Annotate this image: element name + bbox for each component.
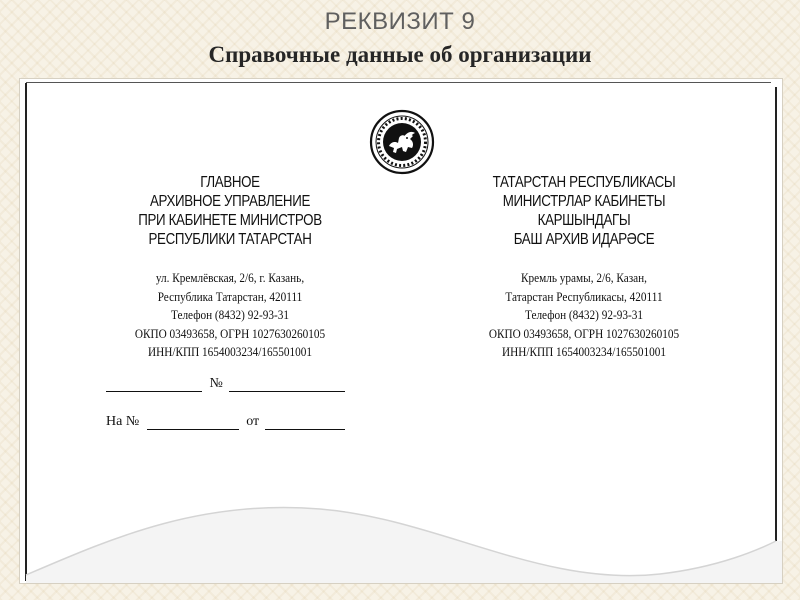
reference-date-blank (265, 413, 345, 430)
reference-from-label: от (246, 414, 260, 429)
number-blank (229, 375, 345, 392)
phone-line: Телефон (8432) 92-93-31 (525, 308, 643, 322)
number-sign: № (209, 376, 223, 391)
document-letterhead (19, 78, 783, 584)
okpo-ogrn-line: ОКПО 03493658, ОГРН 1027630260105 (134, 326, 326, 341)
org-name-line: ПРИ КАБИНЕТЕ МИНИСТРОВ (138, 212, 322, 229)
address-line: ул. Кремлёвская, 2/6, г. Казань, (155, 271, 305, 285)
org-name-line: ТАТАРСТАН РЕСПУБЛИКАСЫ (492, 174, 676, 191)
registration-row (106, 375, 345, 397)
okpo-ogrn-line: ОКПО 03493658, ОГРН 1027630260105 (488, 326, 680, 341)
org-name-line: ГЛАВНОЕ (200, 174, 260, 191)
inn-kpp-line: ИНН/КПП 1654003234/165501001 (501, 345, 667, 359)
tatarstan-coat-of-arms-icon (369, 109, 435, 175)
address-line: Татарстан Республикасы, 420111 (505, 289, 663, 304)
org-name-line: МИНИСТРЛАР КАБИНЕТЫ (502, 193, 666, 210)
org-name-russian (80, 173, 380, 249)
org-name-line: КАРШЫНДАГЫ (537, 212, 631, 229)
address-line: Республика Татарстан, 420111 (157, 289, 303, 304)
document-top-border (26, 82, 771, 83)
reference-data-tatar (425, 269, 743, 362)
document-right-border (775, 87, 777, 542)
torn-page-wave (20, 479, 782, 583)
address-line: Кремль урамы, 2/6, Казан, (521, 271, 647, 285)
slide-subtitle: Справочные данные об организации (208, 42, 592, 67)
org-name-line: БАШ АРХИВ ИДАРӘСЕ (513, 231, 655, 248)
inn-kpp-line: ИНН/КПП 1654003234/165501001 (147, 345, 313, 359)
reference-number-blank (147, 413, 239, 430)
reference-prefix: На № (106, 414, 140, 429)
reference-row (106, 413, 345, 435)
phone-line: Телефон (8432) 92-93-31 (171, 308, 289, 322)
reference-data-russian (80, 269, 380, 362)
org-name-line: РЕСПУБЛИКИ ТАТАРСТАН (148, 231, 312, 248)
org-name-line: АРХИВНОЕ УПРАВЛЕНИЕ (149, 193, 311, 210)
slide-title: РЕКВИЗИТ 9 (324, 8, 476, 35)
date-blank (106, 375, 202, 392)
org-name-tatar (425, 173, 743, 249)
